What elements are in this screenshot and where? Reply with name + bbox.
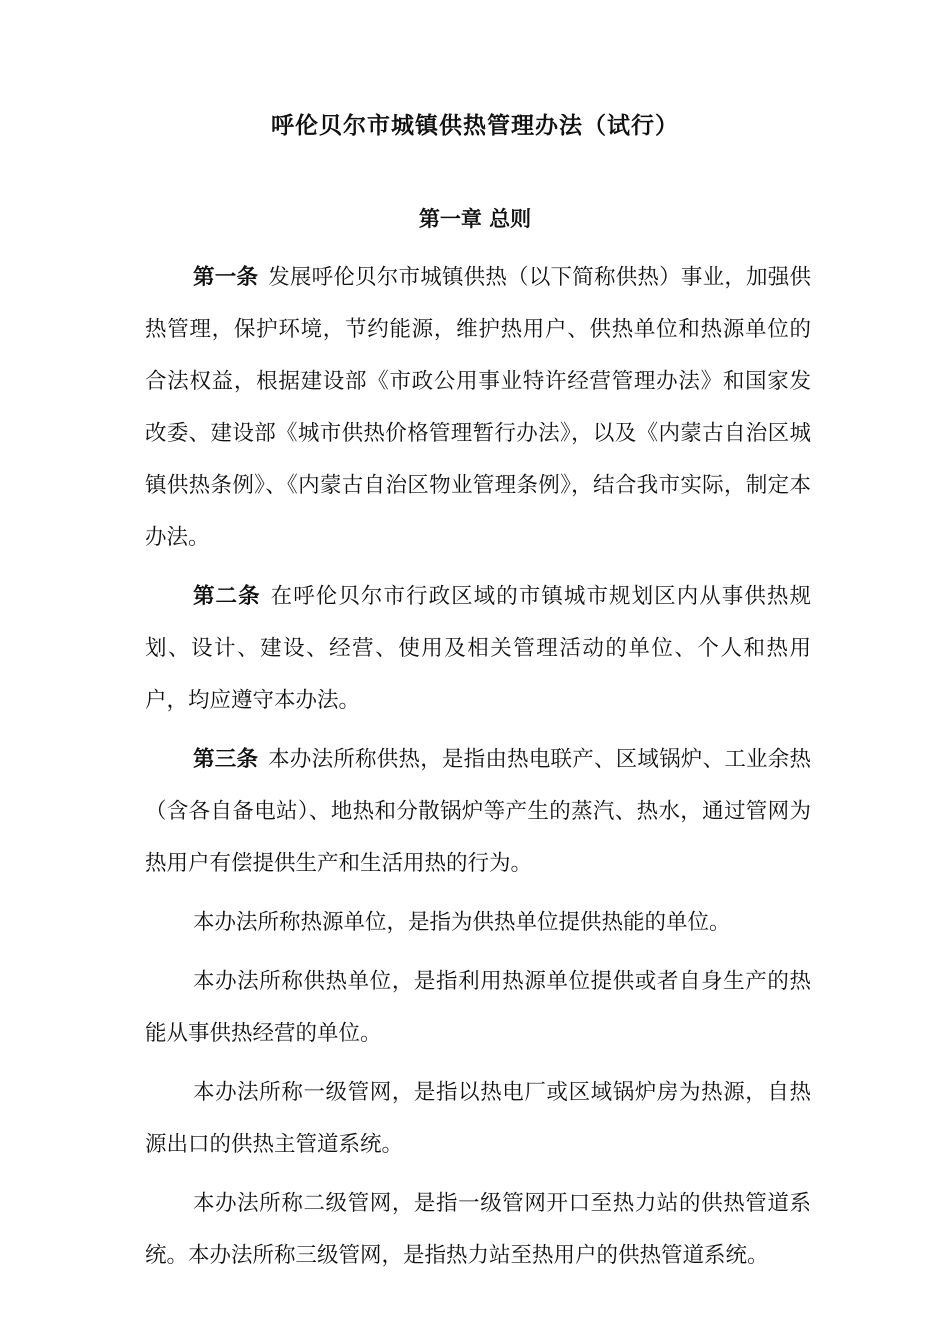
paragraph-text: 本办法所称热源单位，是指为供热单位提供热能的单位。 [193,910,731,935]
article-number: 第三条 [193,747,259,772]
paragraph-text: 在呼伦贝尔市行政区域的市镇城市规划区内从事供热规划、设计、建设、经营、使用及相关管理活动的单位、个人和热用户，均应遵守本办法。 [145,584,811,713]
article-1-paragraph [145,252,811,564]
paragraph-text: 本办法所称二级管网，是指一级管网开口至热力站的供热管道系统。本办法所称三级管网，是指热力站至热用户的供热管道系统。 [145,1191,811,1268]
paragraph-text: 本办法所称一级管网，是指以热电厂或区域锅炉房为热源，自热源出口的供热主管道系统。 [145,1080,811,1157]
paragraph-text: 发展呼伦贝尔市城镇供热（以下简称供热）事业，加强供热管理，保护环境，节约能源，维护热用户、供热单位和热源单位的合法权益，根据建设部《市政公用事业特许经营管理办法》和国家发改委、建设部《城市供热价格管理暂行办法》，以及《内蒙古自治区城镇供热条例》、《内蒙古自治区物业管理条例》，结合我市实际，制定本办法。 [145,265,811,550]
paragraph-text: 本办法所称供热，是指由热电联产、区域锅炉、工业余热（含各自备电站）、地热和分散锅炉等产生的蒸汽、热水，通过管网为热用户有偿提供生产和生活用热的行为。 [145,747,811,876]
document-title: 呼伦贝尔市城镇供热管理办法（试行） [271,113,679,139]
document-body [145,252,811,1289]
article-2-paragraph [145,571,811,727]
definition-heat-supplier-paragraph [145,956,811,1060]
definition-primary-network-paragraph [145,1067,811,1171]
article-number: 第二条 [193,584,261,609]
paragraph-text: 本办法所称供热单位，是指利用热源单位提供或者自身生产的热能从事供热经营的单位。 [145,969,811,1046]
definition-heat-source-paragraph [145,897,811,949]
article-3-paragraph [145,734,811,890]
definition-secondary-network-paragraph [145,1178,811,1282]
article-number: 第一条 [193,265,259,290]
chapter-heading: 第一章 总则 [418,207,532,231]
